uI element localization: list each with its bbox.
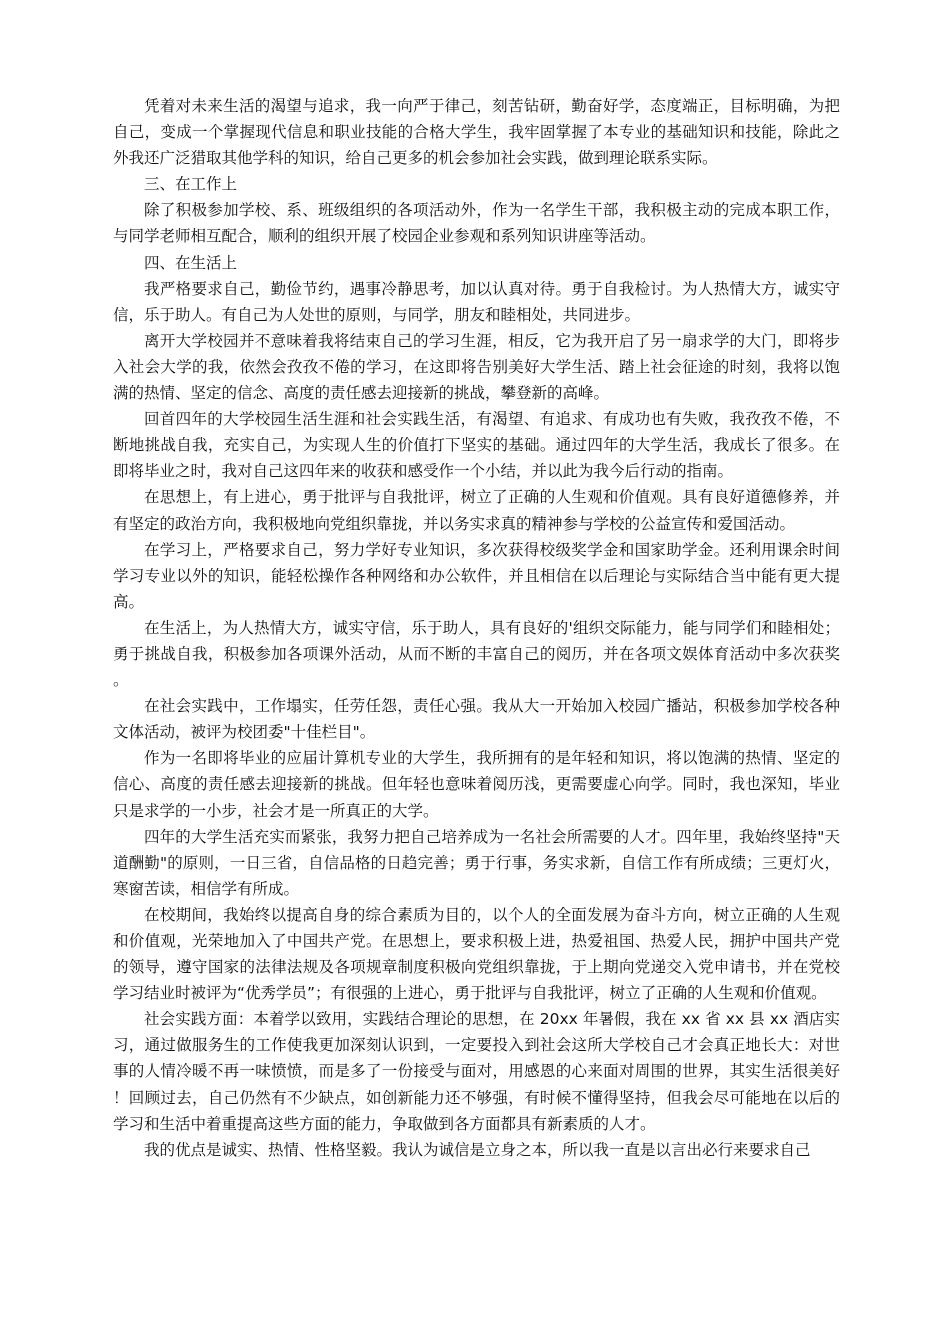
paragraph: 离开大学校园并不意味着我将结束自己的学习生涯，相反，它为我开启了另一扇求学的大门，即将步入社会大学的我，依然会孜孜不倦的学习，在这即将告别美好大学生活、踏上社会征途的时刻，我将以饱满的热情、坚定的信念、高度的责任感去迎接新的挑战，攀登新的高峰。 [113, 331, 840, 403]
section-heading-work: 三、在工作上 [144, 175, 238, 194]
paragraph: 在校期间，我始终以提高自身的综合素质为目的，以个人的全面发展为奋斗方向，树立正确的人生观和价值观，光荣地加入了中国共产党。在思想上，要求积极上进，热爱祖国、热爱人民，拥护中国共产党的领导，遵守国家的法律法规及各项规章制度积极向党组织靠拢，于上期向党递交入党申请书，并在党校学习结业时被评为“优秀学员”；有很强的上进心，勇于批评与自我批评，树立了正确的人生观和价值观。 [113, 905, 840, 1003]
section-heading-life: 四、在生活上 [144, 253, 238, 272]
paragraph: 社会实践方面：本着学以致用，实践结合理论的思想，在 20xx 年暑假，我在 xx 省 xx 县 xx 酒店实习，通过做服务生的工作使我更加深刻认识到，一定要投入到社会这所大学校自己才会真正地长大：对世事的人情冷暖不再一味愤愤，而是多了一份接受与面对，用感恩的心来面对周围的世界，其实生活很美好！回顾过去，自己仍然有不少缺点，如创新能力还不够强，有时候不懂得坚持，但我会尽可能地在以后的学习和生活中着重提高这些方面的能力，争取做到各方面都具有新素质的人才。 [113, 1010, 840, 1133]
paragraph: 在社会实践中，工作塌实，任劳任怨，责任心强。我从大一开始加入校园广播站，积极参加学校各种文体活动，被评为校团委"十佳栏目"。 [113, 697, 840, 742]
paragraph: 我的优点是诚实、热情、性格坚毅。我认为诚信是立身之本，所以我一直是以言出必行来要求自己 [144, 1140, 811, 1159]
paragraph: 作为一名即将毕业的应届计算机专业的大学生，我所拥有的是年轻和知识，将以饱满的热情、坚定的信心、高度的责任感去迎接新的挑战。但年轻也意味着阅历浅，更需要虚心向学。同时，我也深知，毕业只是求学的一小步，社会才是一所真正的大学。 [113, 749, 840, 820]
paragraph: 在思想上，有上进心，勇于批评与自我批评，树立了正确的人生观和价值观。具有良好道德修养，并有坚定的政治方向，我积极地向党组织靠拢，并以务实求真的精神参与学校的公益宣传和爱国活动。 [113, 488, 840, 533]
paragraph: 回首四年的大学校园生活生涯和社会实践生活，有渴望、有追求、有成功也有失败，我孜孜不倦，不断地挑战自我，充实自己，为实现人生的价值打下坚实的基础。通过四年的大学生活，我成长了很多。在即将毕业之时，我对自己这四年来的收获和感受作一个小结，并以此为我今后行动的指南。 [113, 410, 840, 481]
paragraph: 四年的大学生活充实而紧张，我努力把自己培养成为一名社会所需要的人才。四年里，我始终坚持"天道酬勤"的原则，一日三省，自信品格的日趋完善；勇于行事，务实求新，自信工作有所成绩；三更灯火，寒窗苦读，相信学有所成。 [113, 827, 840, 898]
paragraph: 在生活上，为人热情大方，诚实守信，乐于助人，具有良好的'组织交际能力，能与同学们和睦相处；勇于挑战自我，积极参加各项课外活动，从而不断的丰富自己的阅历，并在各项文娱体育活动中多次获奖。 [113, 618, 840, 690]
document-body [113, 93, 840, 1163]
paragraph: 凭着对未来生活的渴望与追求，我一向严于律己，刻苦钻研，勤奋好学，态度端正，目标明确，为把自己，变成一个掌握现代信息和职业技能的合格大学生，我牢固掌握了本专业的基础知识和技能，除此之外我还广泛猎取其他学科的知识，给自己更多的机会参加社会实践，做到理论联系实际。 [113, 97, 840, 168]
paragraph: 我严格要求自己，勤俭节约，遇事冷静思考，加以认真对待。勇于自我检讨。为人热情大方，诚实守信，乐于助人。有自己为人处世的原则，与同学，朋友和睦相处，共同进步。 [113, 279, 840, 324]
paragraph: 在学习上，严格要求自己，努力学好专业知识，多次获得校级奖学金和国家助学金。还利用课余时间学习专业以外的知识，能轻松操作各种网络和办公软件，并且相信在以后理论与实际结合当中能有更大提高。 [113, 540, 840, 611]
paragraph: 除了积极参加学校、系、班级组织的各项活动外，作为一名学生干部，我积极主动的完成本职工作，与同学老师相互配合，顺利的组织开展了校园企业参观和系列知识讲座等活动。 [113, 201, 840, 246]
